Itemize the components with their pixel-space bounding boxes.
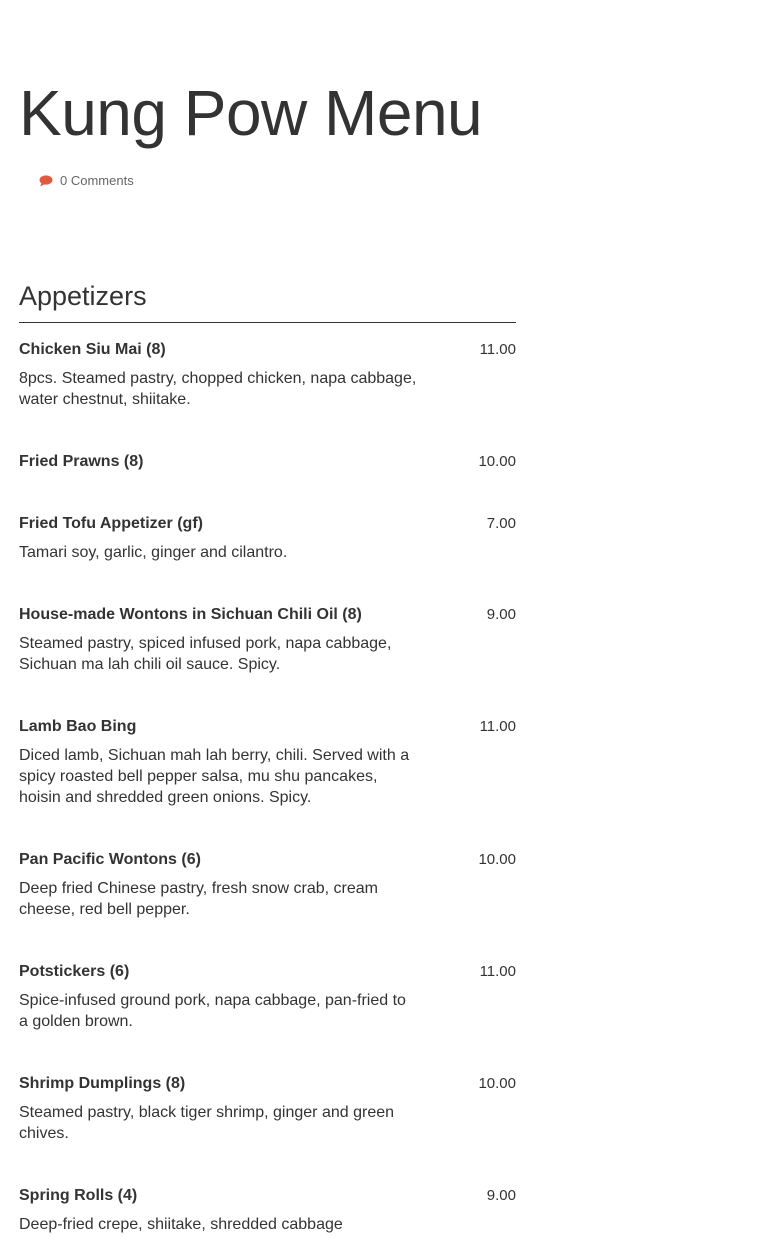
- menu-item: [19, 435, 516, 497]
- comments-link[interactable]: [39, 171, 134, 189]
- menu-item-name: Potstickers (6): [19, 963, 130, 980]
- menu-item: [19, 323, 516, 435]
- menu-item-header: [19, 716, 516, 737]
- menu-item-header: [19, 961, 516, 982]
- section-title: Appetizers: [19, 278, 516, 323]
- menu-item-name: Lamb Bao Bing: [19, 718, 137, 735]
- menu-item: [19, 700, 516, 833]
- menu-item-name: Fried Prawns (8): [19, 453, 144, 470]
- menu-item-price: 11.00: [479, 718, 516, 735]
- menu-section-appetizers: [19, 278, 516, 1260]
- menu-item-name: Pan Pacific Wontons (6): [19, 851, 201, 868]
- menu-item: [19, 1057, 516, 1169]
- menu-item: [19, 588, 516, 700]
- menu-item-description: 8pcs. Steamed pastry, chopped chicken, napa cabbage, water chestnut, shiitake.: [19, 370, 417, 408]
- menu-item-price: 10.00: [478, 851, 516, 868]
- menu-item-header: [19, 1073, 516, 1094]
- menu-item-header: [19, 849, 516, 870]
- menu-item: [19, 833, 516, 945]
- menu-item-name: Spring Rolls (4): [19, 1187, 138, 1204]
- menu-item-name: Chicken Siu Mai (8): [19, 341, 166, 358]
- menu-item-price: 9.00: [486, 1187, 516, 1204]
- menu-item-description: Steamed pastry, spiced infused pork, napa cabbage, Sichuan ma lah chili oil sauce. Spicy.: [19, 635, 392, 673]
- menu-item-price: 9.00: [486, 606, 516, 623]
- menu-item-description: Diced lamb, Sichuan mah lah berry, chili. Served with a spicy roasted bell pepper salsa, mu shu pancakes, hoisin and shredded green onions. Spicy.: [19, 747, 410, 806]
- comments-count: 0 Comments: [60, 172, 134, 188]
- menu-item-price: 7.00: [486, 515, 516, 532]
- menu-item-header: [19, 451, 516, 472]
- menu-item: [19, 1169, 516, 1260]
- menu-item-name: Fried Tofu Appetizer (gf): [19, 515, 203, 532]
- menu-item-description: Spice-infused ground pork, napa cabbage, pan-fried to a golden brown.: [19, 992, 406, 1030]
- menu-item-description: Steamed pastry, black tiger shrimp, ginger and green chives.: [19, 1104, 395, 1142]
- menu-item-header: [19, 1185, 516, 1206]
- menu-item-description: Deep fried Chinese pastry, fresh snow crab, cream cheese, red bell pepper.: [19, 880, 378, 918]
- menu-item: [19, 497, 516, 588]
- menu-item-price: 11.00: [479, 963, 516, 980]
- menu-item-description: Tamari soy, garlic, ginger and cilantro.: [19, 544, 288, 561]
- page-title: Kung Pow Menu: [19, 77, 483, 149]
- menu-item-price: 10.00: [478, 453, 516, 470]
- comment-icon: [39, 175, 53, 187]
- menu-item-price: 11.00: [479, 341, 516, 358]
- menu-item-price: 10.00: [478, 1075, 516, 1092]
- menu-item-name: House-made Wontons in Sichuan Chili Oil (8): [19, 606, 362, 623]
- menu-item-name: Shrimp Dumplings (8): [19, 1075, 186, 1092]
- menu-item-header: [19, 513, 516, 534]
- menu-item-description: Deep-fried crepe, shiitake, shredded cabbage: [19, 1216, 343, 1233]
- menu-item-header: [19, 339, 516, 360]
- menu-item: [19, 945, 516, 1057]
- menu-item-list: [19, 323, 516, 1260]
- menu-item-header: [19, 604, 516, 625]
